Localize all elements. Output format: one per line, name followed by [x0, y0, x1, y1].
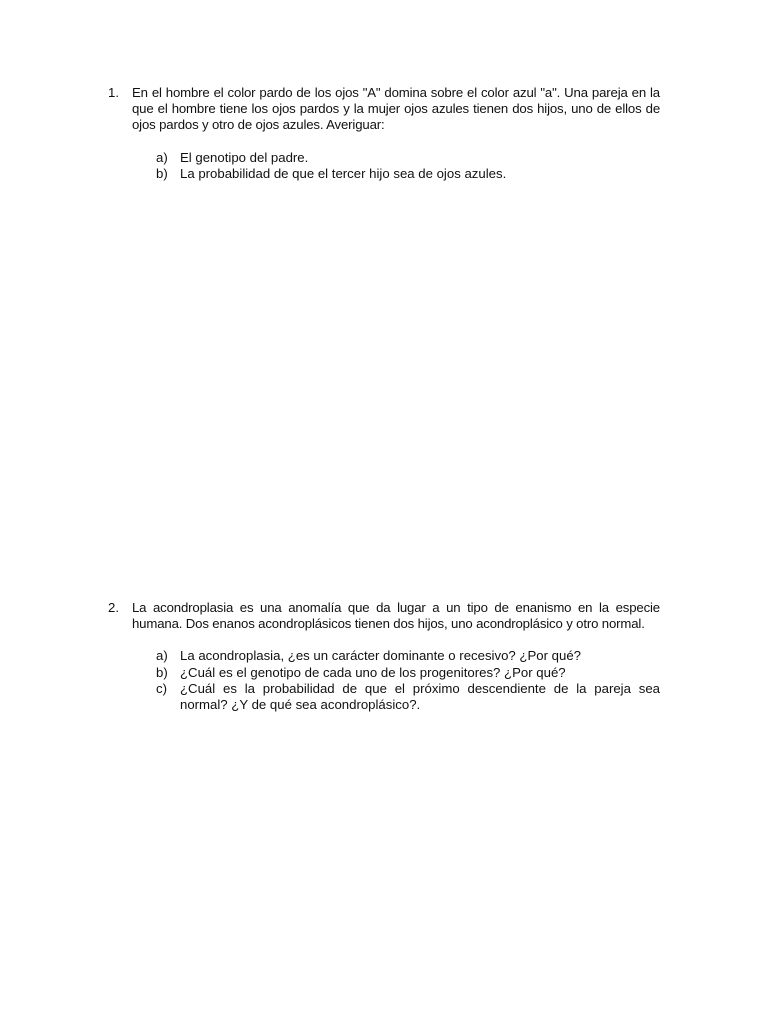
sub-item-letter: a) [156, 648, 168, 664]
question-1-subitems [108, 150, 660, 182]
question-2-statement [108, 600, 660, 632]
sub-item-letter: b) [156, 664, 168, 680]
question-number: 1. [108, 85, 119, 100]
sub-item-text: La probabilidad de que el tercer hijo sea de ojos azules. [180, 165, 507, 181]
question-1 [108, 85, 660, 182]
question-text: En el hombre el color pardo de los ojos "A" domina sobre el color azul "a". Una pareja en la que el hombre tiene los ojos pardos y la mujer ojos azules tienen dos hijos, uno de ellos de ojos pardos y otro de ojos azules. Averiguar: [132, 85, 660, 133]
sub-item-text: ¿Cuál es el genotipo de cada uno de los progenitores? ¿Por qué? [180, 664, 566, 680]
sub-item-text: El genotipo del padre. [180, 149, 309, 165]
question-2 [108, 600, 660, 713]
question-number: 2. [108, 600, 119, 615]
sub-item-a [156, 150, 660, 166]
sub-item-letter: b) [156, 165, 168, 181]
sub-item-a [156, 648, 660, 664]
question-1-statement [108, 85, 660, 134]
sub-item-b [156, 665, 660, 681]
sub-item-letter: a) [156, 149, 168, 165]
question-text: La acondroplasia es una anomalía que da lugar a un tipo de enanismo en la especie humana. Dos enanos acondroplásicos tienen dos hijos, uno acondroplásico y otro normal. [132, 600, 660, 632]
sub-item-b [156, 166, 660, 182]
sub-item-letter: c) [156, 680, 167, 696]
sub-item-text: ¿Cuál es la probabilidad de que el próximo descendiente de la pareja sea normal? ¿Y de qué sea acondroplásico?. [180, 680, 660, 713]
sub-item-text: La acondroplasia, ¿es un carácter dominante o recesivo? ¿Por qué? [180, 648, 581, 664]
question-2-subitems [108, 648, 660, 713]
sub-item-c [156, 681, 660, 713]
